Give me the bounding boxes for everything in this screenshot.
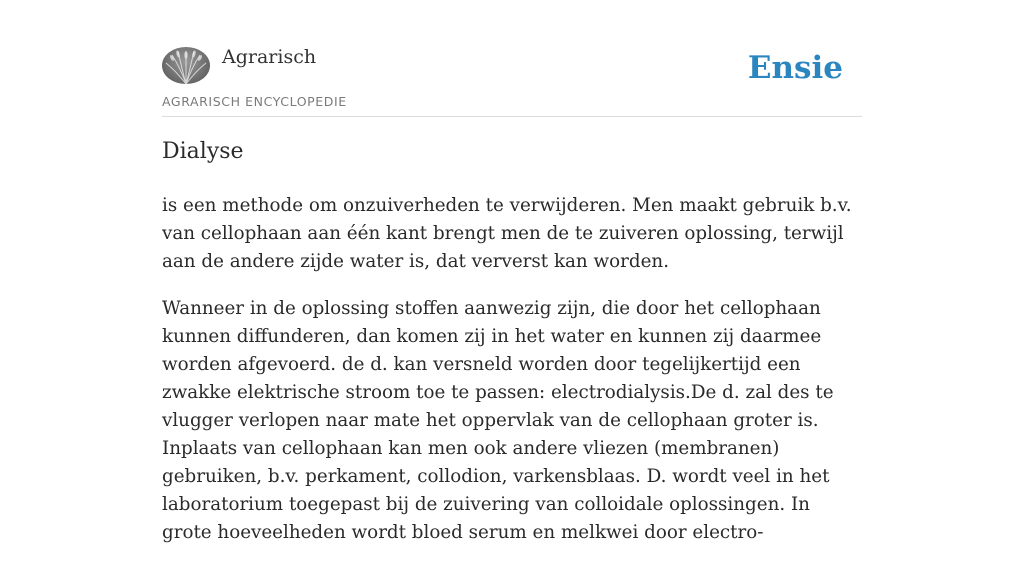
source-subtitle: AGRARISCH ENCYCLOPEDIE (162, 94, 347, 109)
source-name-link[interactable]: Agrarisch (222, 46, 317, 68)
brand-logo-link[interactable]: Ensie (747, 50, 843, 86)
article-body (162, 192, 862, 566)
article-paragraph: is een methode om onzuiverheden te verwijderen. Men maakt gebruik b.v. van cellophaan aan één kant brengt men de te zuiveren oplossing, terwijl aan de andere zijde water is, dat ververst kan worden. (162, 195, 852, 272)
page-title: Dialyse (162, 139, 244, 164)
article-paragraph: Wanneer in de oplossing stoffen aanwezig zijn, die door het cellophaan kunnen diffunderen, dan komen zij in het water en kunnen zij daarmee worden afgevoerd. de d. kan versneld worden door tegelijkertijd een zwakke elektrische stroom toe te passen: electrodialysis.De d. zal des te vlugger verlopen naar mate het oppervlak van de cellophaan groter is. Inplaats van cellophaan kan men ook andere vliezen (membranen) gebruiken, b.v. perkament, collodion, varkensblaas. D. wordt veel in het laboratorium toegepast bij de zuivering van colloidale oplossingen. In grote hoeveelheden wordt bloed serum en melkwei door electro- (162, 298, 834, 543)
site-header (162, 44, 862, 117)
wheat-plants-icon[interactable] (162, 47, 210, 84)
